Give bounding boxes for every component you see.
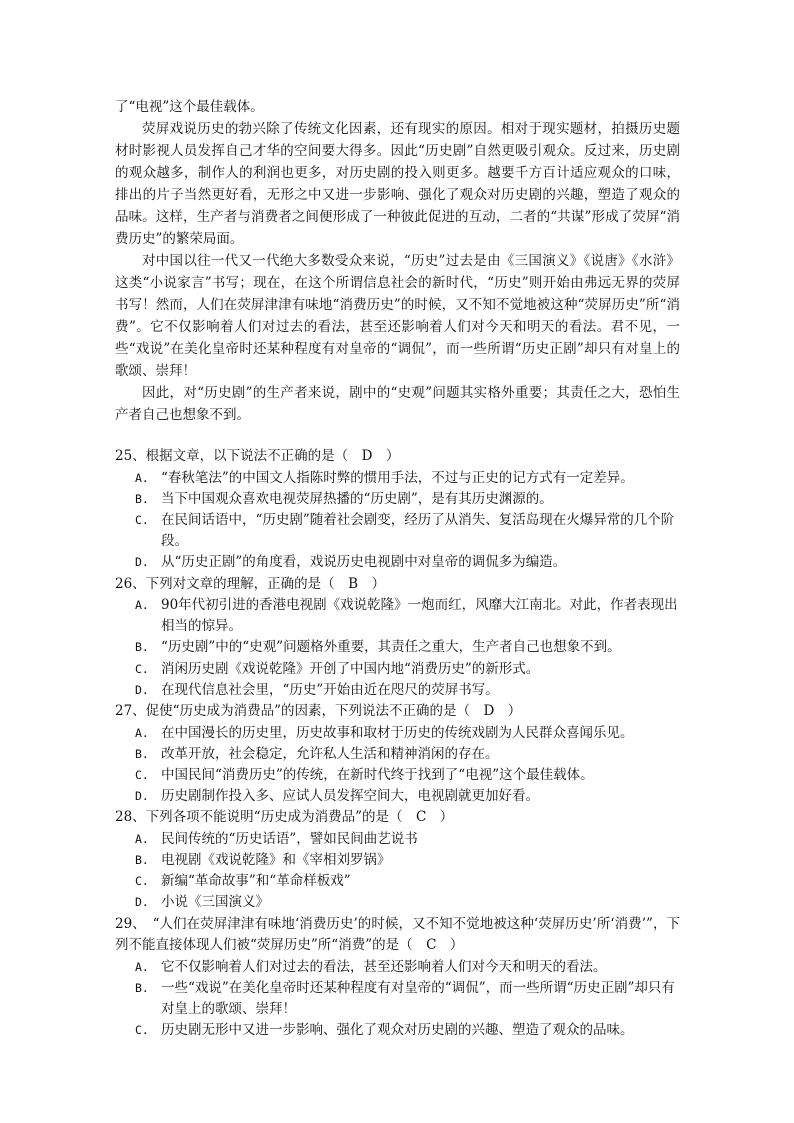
option-text: 从“历史正剧”的角度看，戏说历史电视剧中对皇帝的调侃多为编造。 [161,554,567,571]
option-text: 消闲历史剧《戏说乾隆》开创了中国内地“消费历史”的新形式。 [161,660,540,677]
option-text: 电视剧《戏说乾隆》和《宰相刘罗锅》 [161,852,391,869]
option-text: 在现代信息社会里，“历史”开始由近在咫尺的荧屏书写。 [161,681,499,698]
option-item [115,978,680,1020]
option-letter: D. [135,682,149,697]
option-text: 改革开放，社会稳定，允许私人生活和精神消闲的存在。 [161,745,499,762]
option-letter: D. [135,555,149,570]
question-27 [115,701,680,807]
option-text: 新编“革命故事”和“革命样板戏” [161,873,351,890]
option-list [115,468,680,574]
passage-paragraph-1: 了“电视”这个最佳载体。 [115,99,264,115]
option-item [115,637,680,658]
question-stem: 29、 “人们在荧屏津津有味地‘消费历史’的时候，又不知不觉地被这种‘荧屏历史’所‘消费’”，下列不能直接体现人们被“荧屏历史”所“消费”的是（ C ） [115,915,680,954]
option-text: 历史剧无形中又进一步影响、强化了观众对历史剧的兴趣、塑造了观众的品味。 [161,1022,634,1039]
option-letter: A. [135,959,149,974]
option-item [115,850,680,871]
passage-paragraph-3: 对中国以往一代又一代绝大多数受众来说，“历史”过去是由《三国演义》《说唐》《水浒》这类“小说家言”书写；现在，在这个所谓信息社会的新时代，“历史”则开始由弗远无界的荧屏书写！然而，人们在荧屏津津有味地“消费历史”的时候，又不知不觉地被这种“荧屏历史”所“消费”。它不仅影响着人们对过去的看法，甚至还影响着人们对今天和明天的看法。君不见，一些“戏说”在美化皇帝时还某种程度有对皇帝的“调侃”，而一些所谓“历史正剧”却只有对皇上的歌颂、崇拜！ [115,253,680,379]
option-letter: D. [135,895,149,910]
option-letter: A. [135,470,149,485]
option-item [115,723,680,744]
option-letter: B. [135,746,149,761]
option-letter: C. [135,874,149,889]
option-letter: D. [135,789,149,804]
option-list [115,595,680,701]
option-item [115,468,680,489]
option-item [115,829,680,850]
option-item [115,680,680,701]
option-item [115,957,680,978]
option-letter: C. [135,512,149,527]
option-text: 历史剧制作投入多、应试人员发挥空间大，电视剧就更加好看。 [161,788,539,805]
passage [115,96,680,426]
option-text: 小说《三国演义》 [161,894,269,911]
option-item [115,765,680,786]
question-stem: 25、根据文章，以下说法不正确的是（ D ） [115,448,400,464]
option-letter: A. [135,725,149,740]
question-25 [115,446,680,574]
option-text: 民间传统的“历史话语”，譬如民间曲艺说书 [161,830,418,847]
question-28 [115,807,680,913]
option-item [115,489,680,510]
option-text: 在民间话语中，“历史剧”随着社会剧变，经历了从消失、复活岛现在火爆异常的几个阶段。 [161,511,675,550]
option-item [115,871,680,892]
option-letter: C. [135,661,149,676]
option-text: “春秋笔法”的中国文人指陈时弊的惯用手法，不过与正史的记方式有一定差异。 [161,469,634,486]
option-letter: B. [135,640,149,655]
option-text: 一些“戏说”在美化皇帝时还某种程度有对皇帝的“调侃”，而一些所谓“历史正剧”却只有对皇上的歌颂、崇拜！ [161,979,675,1018]
option-list [115,829,680,914]
option-item [115,1020,680,1041]
option-letter: C. [135,1023,149,1038]
option-list [115,957,680,1042]
question-list [115,446,680,1041]
option-item [115,892,680,913]
option-item [115,744,680,765]
option-item [115,510,680,552]
question-stem: 27、促使“历史成为消费品”的因素，下列说法不正确的是（ D ） [115,703,522,720]
option-text: 它不仅影响着人们对过去的看法，甚至还影响着人们对今天和明天的看法。 [161,958,607,975]
passage-paragraph-4: 因此，对“历史剧”的生产者来说，剧中的“史观”问题其实格外重要；其责任之大，恐怕生产者自己也想象不到。 [115,385,680,423]
option-list [115,723,680,808]
question-stem: 26、下列对文章的理解，正确的是（ B ） [115,575,386,592]
option-letter: A. [135,831,149,846]
spacer [115,426,680,446]
question-29 [115,914,680,1042]
option-item [115,659,680,680]
option-item [115,595,680,637]
question-26 [115,574,680,702]
document-body [115,96,680,1041]
option-item [115,552,680,573]
passage-paragraph-2: 荧屏戏说历史的勃兴除了传统文化因素，还有现实的原因。相对于现实题材，拍摄历史题材时影视人员发挥自己才华的空间要大得多。因此“历史剧”自然更吸引观众。反过来，历史剧的观众越多，制作人的利润也更多，对历史剧的投入则更多。越要千方百计适应观众的口味，排出的片子当然更好看，无形之中又进一步影响、强化了观众对历史剧的兴趣，塑造了观众的品味。这样，生产者与消费者之间便形成了一种彼此促进的互动，二者的“共谋”形成了荧屏“消费历史”的繁荣局面。 [115,121,680,247]
option-item [115,786,680,807]
option-text: 中国民间“消费历史”的传统，在新时代终于找到了“电视”这个最佳载体。 [161,766,594,783]
option-letter: B. [135,980,149,995]
option-letter: B. [135,853,149,868]
option-text: 90年代初引进的香港电视剧《戏说乾隆》一炮而红，风靡大江南北。对此，作者表现出相当的惊异。 [161,597,678,635]
option-letter: A. [135,598,149,613]
option-letter: C. [135,767,149,782]
option-text: 在中国漫长的历史里，历史故事和取材于历史的传统戏剧为人民群众喜闻乐见。 [161,724,634,741]
option-letter: B. [135,491,149,506]
option-text: “历史剧”中的“史观”问题格外重要，其责任之重大，生产者自己也想象不到。 [161,639,621,656]
option-text: 当下中国观众喜欢电视荧屏热播的“历史剧”，是有其历史渊源的。 [161,490,553,507]
question-stem: 28、下列各项不能说明“历史成为消费品”的是（ C ） [115,809,454,826]
